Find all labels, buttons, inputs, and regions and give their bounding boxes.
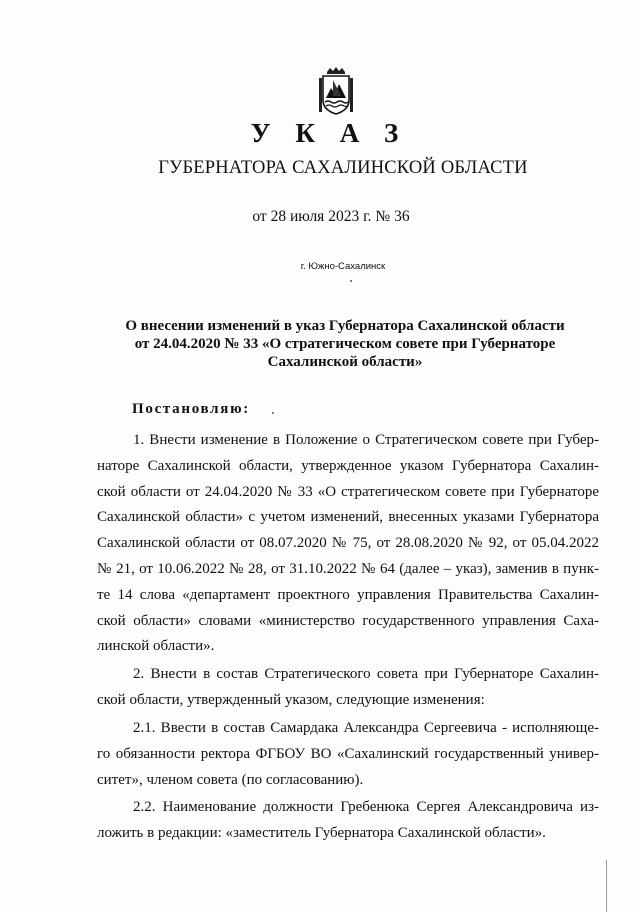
paragraph-1 [97, 428, 599, 660]
paragraph-line: 2. Внести в состав Стратегического совета при Губернаторе Сахалин- [133, 666, 599, 682]
decree-date-number: от 28 июля 2023 г. № 36 [252, 208, 410, 225]
decree-heading-line: Сахалинской области» [267, 354, 423, 370]
paragraph-line: Сахалинской области от 08.07.2020 № 75, от 28.08.2020 № 92, от 05.04.2022 [97, 535, 599, 552]
paragraph-line: го обязанности ректора ФГБОУ ВО «Сахалинский государственный универ- [97, 745, 599, 762]
paragraph-line: наторе Сахалинской области, утвержденное указом Губернатора Сахалин- [97, 457, 599, 474]
paragraph-line: ситет», членом совета (по согласованию). [97, 771, 364, 788]
decree-heading-line: О внесении изменений в указ Губернатора Сахалинской области [125, 318, 565, 334]
paragraph-line: 1. Внести изменение в Положение о Стратегическом совете при Губер- [133, 432, 599, 448]
paragraph-2-2 [97, 795, 599, 847]
scan-edge-line [606, 860, 607, 912]
decree-title: У К А З [250, 118, 408, 148]
scan-speck [272, 412, 274, 414]
paragraph-line: ложить в редакции: «заместитель Губернатора Сахалинской области». [97, 824, 546, 841]
decree-issuer: ГУБЕРНАТОРА САХАЛИНСКОЙ ОБЛАСТИ [158, 158, 528, 178]
paragraph-line: 2.1. Ввести в состав Самардака Александра Сергеевича - исполняюще- [133, 720, 599, 736]
decree-heading-line: от 24.04.2020 № 33 «О стратегическом совете при Губернаторе [134, 336, 556, 352]
coat-of-arms-emblem [317, 66, 355, 116]
paragraph-line: 2.2. Наименование должности Гребенюка Сергея Александровича из- [133, 799, 599, 815]
paragraph-line: Сахалинской области» с учетом изменений, внесенных указами Губернатора [97, 509, 599, 526]
paragraph-line: ской области, утвержденный указом, следующие изменения: [97, 691, 485, 708]
paragraph-line: ской области» словами «министерство государственного управления Саха- [97, 612, 599, 629]
decree-city: г. Южно-Сахалинск [300, 261, 386, 272]
paragraph-line: те 14 слова «департамент проектного управления Правительства Сахалин- [97, 586, 599, 603]
scan-speck [350, 280, 352, 282]
decree-heading [110, 317, 580, 371]
paragraph-line: линской области». [97, 638, 215, 655]
paragraph-line: № 21, от 10.06.2022 № 28, от 31.10.2022 № 64 (далее – указ), заменив в пунк- [97, 560, 599, 577]
paragraph-line: ской области от 24.04.2020 № 33 «О стратегическом совете при Губернаторе [97, 483, 599, 500]
resolve-word: Постановляю: [132, 401, 250, 417]
paragraph-2-1 [97, 716, 599, 793]
paragraph-2 [97, 662, 599, 714]
